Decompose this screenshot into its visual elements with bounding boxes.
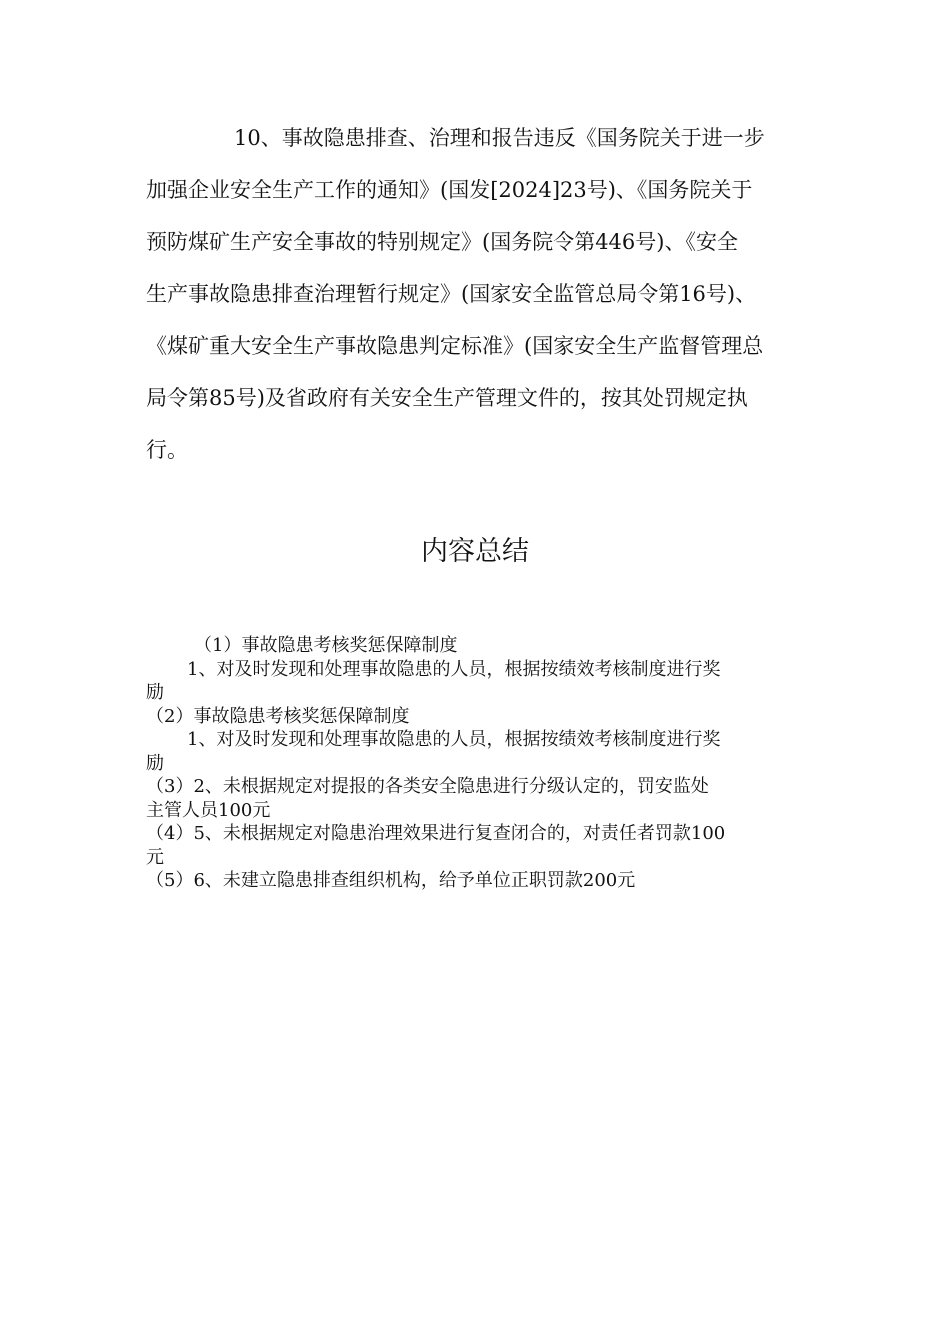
summary-item-text: 励 (146, 682, 164, 703)
paragraph-line: 行。 (146, 438, 188, 462)
paragraph-line: 预防煤矿生产安全事故的特别规定》(国务院令第446号)、《安全 (146, 230, 738, 254)
summary-list (146, 634, 816, 893)
regulation-paragraph (146, 112, 806, 476)
summary-item-text: 元 (146, 846, 164, 868)
paragraph-line: 局令第85号)及省政府有关安全生产管理文件的，按其处罚规定执 (146, 386, 748, 410)
summary-item-text: 1、对及时发现和处理事故隐患的人员，根据按绩效考核制度进行奖 (187, 658, 721, 680)
summary-item-text: （3）2、未根据规定对提报的各类安全隐患进行分级认定的，罚安监处 (146, 776, 709, 797)
summary-title: 内容总结 (421, 536, 529, 567)
summary-item-text: 1、对及时发现和处理事故隐患的人员，根据按绩效考核制度进行奖 (187, 729, 721, 750)
paragraph-line: 加强企业安全生产工作的通知》(国发[2024]23号)、《国务院关于 (146, 178, 753, 202)
summary-item-text: （4）5、未根据规定对隐患治理效果进行复查闭合的，对责任者罚款100 (146, 823, 726, 844)
summary-item-heading: （2）事故隐患考核奖惩保障制度 (146, 705, 410, 727)
paragraph-line: 《煤矿重大安全生产事故隐患判定标准》(国家安全生产监督管理总 (146, 334, 764, 358)
summary-item-heading: （1）事故隐患考核奖惩保障制度 (194, 635, 458, 656)
paragraph-line: 10、事故隐患排查、治理和报告违反《国务院关于进一步 (234, 126, 765, 150)
paragraph-line: 生产事故隐患排查治理暂行规定》(国家安全监管总局令第16号)、 (146, 282, 757, 306)
summary-item-text: （5）6、未建立隐患排查组织机构，给予单位正职罚款200元 (146, 870, 636, 891)
summary-item-text: 励 (146, 752, 164, 774)
summary-item-text: 主管人员100元 (146, 799, 271, 821)
